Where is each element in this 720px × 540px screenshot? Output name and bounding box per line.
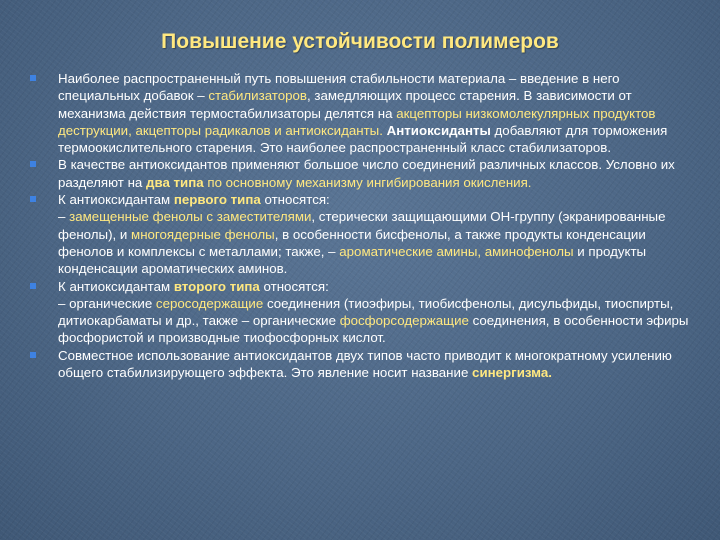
square-bullet-icon — [30, 161, 36, 167]
highlight-polynuclear-phenols: многоядерные фенолы — [131, 226, 275, 242]
bullet-item-3 — [30, 191, 694, 277]
bullet-text: К антиоксидантам — [58, 192, 174, 208]
bullet-item-2 — [30, 156, 694, 191]
highlight-phosphorus-containing: фосфорсодержащие — [339, 313, 469, 329]
bold-antioxidants: Антиоксиданты — [386, 122, 491, 138]
bullet-text: – органические — [58, 295, 156, 311]
square-bullet-icon — [30, 196, 36, 202]
slide-content — [30, 70, 694, 381]
highlight-mechanism: по основному механизму ингибирования окисления. — [207, 174, 532, 190]
bullet-text: , замедляющих процесс старения. В зависимости от механизма действия термостабилизаторы делятся на — [58, 88, 632, 121]
highlight-aromatic-amines: ароматические амины, аминофенолы — [339, 243, 574, 259]
bullet-item-1 — [30, 70, 694, 156]
square-bullet-icon — [30, 352, 36, 358]
bullet-text: и продукты конденсации ароматических аминов. — [58, 243, 647, 277]
bullet-text: относятся: — [259, 278, 329, 294]
highlight-acceptors: акцепторы низкомолекулярных продуктов деструкции, акцепторы радикалов и антиоксиданты. — [58, 105, 656, 138]
bullet-text: – — [58, 209, 70, 225]
highlight-stabilizers: стабилизаторов — [208, 88, 307, 104]
slide-title: Повышение устойчивости полимеров — [161, 30, 559, 53]
highlight-synergism: синергизма. — [472, 365, 552, 381]
bullet-item-5 — [30, 347, 694, 382]
highlight-second-type: второго типа — [173, 278, 260, 294]
square-bullet-icon — [30, 283, 36, 289]
bullet-text: , в особенности бисфенолы, а также продукты конденсации фенолов и комплексы с металлами; также, – — [58, 226, 646, 259]
highlight-substituted-phenols: замещенные фенолы с заместителями — [69, 209, 312, 225]
bullet-text: соединения, в особенности эфиры фосфористой и производные тиофосфорных кислот. — [58, 313, 689, 346]
highlight-first-type: первого типа — [173, 192, 261, 208]
bullet-text: Совместное использование антиоксидантов двух типов часто приводит к многократному усилению общего стабилизирующего эффекта. Это явление носит название — [58, 347, 672, 381]
highlight-two-types: два типа — [146, 174, 204, 190]
bullet-text: соединения (тиоэфиры, тиобисфенолы, дисульфиды, тиоспирты, дитиокарбаматы и др., также – органические — [58, 295, 674, 329]
bullet-text: относятся: — [260, 192, 330, 208]
bullet-text: В качестве антиоксидантов применяют большое число соединений различных классов. Условно их разделяют на — [58, 157, 675, 190]
bullet-item-4 — [30, 278, 694, 347]
highlight-sulfur-containing: серосодержащие — [155, 295, 264, 311]
bullet-text: , стерически защищающими ОН-группу (экранированные фенолы), и — [58, 209, 666, 242]
bullet-text: К антиоксидантам — [58, 278, 174, 294]
square-bullet-icon — [30, 75, 36, 81]
bullet-text: добавляют для торможения термоокислительного старения. Это наиболее распространенный класс стабилизаторов. — [58, 122, 668, 156]
bullet-text: Наиболее распространенный путь повышения стабильности материала – введение в него специальных добавок – — [58, 71, 620, 104]
